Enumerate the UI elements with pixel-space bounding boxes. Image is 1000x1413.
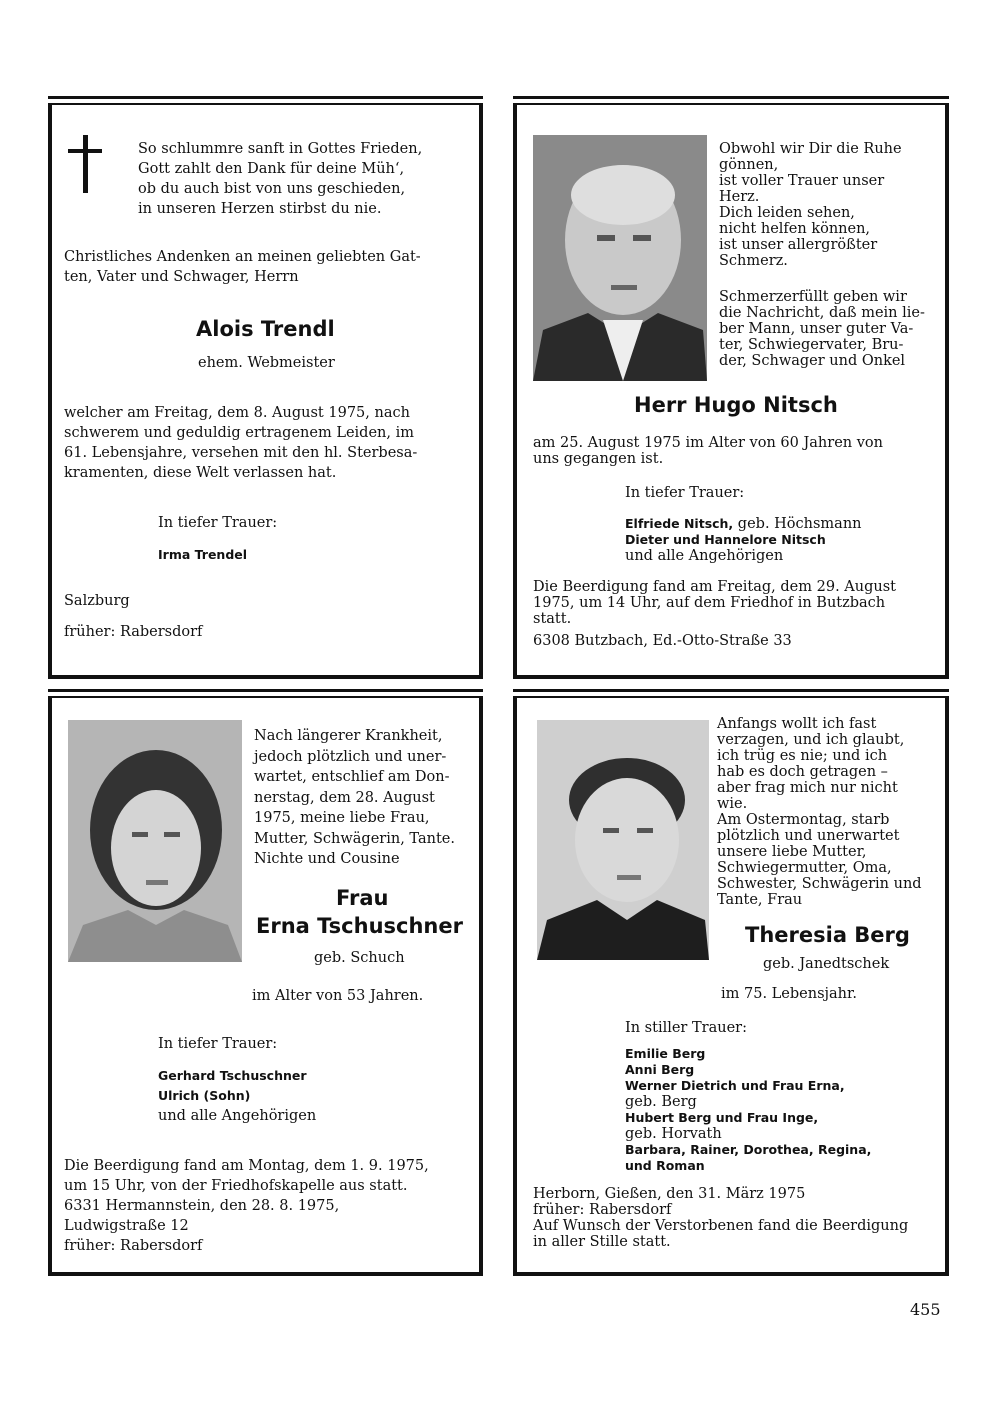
closing-info bbox=[533, 1186, 943, 1250]
verse-line: Tante, Frau bbox=[717, 892, 803, 908]
body-line: schwerem und geduldig ertragenem Leiden, im bbox=[64, 425, 414, 441]
deceased-title: ehem. Webmeister bbox=[198, 355, 335, 371]
intro-line: ten, Vater und Schwager, Herrn bbox=[64, 269, 299, 285]
mourner-birth-name: geb. Höchsmann bbox=[733, 516, 862, 532]
intro-line: die Nachricht, daß mein lie- bbox=[719, 305, 925, 321]
relatives: und alle Angehörigen bbox=[625, 548, 784, 564]
intro-line: ter, Schwiegervater, Bru- bbox=[719, 337, 904, 353]
verse-line: Am Ostermontag, starb bbox=[717, 812, 890, 828]
verse-line: aber frag mich nur nicht bbox=[717, 780, 898, 796]
deceased-name: Herr Hugo Nitsch bbox=[634, 393, 838, 417]
body-line: uns gegangen ist. bbox=[533, 451, 664, 467]
intro-line: ber Mann, unser guter Va- bbox=[719, 321, 914, 337]
verse-line: plötzlich und unerwartet bbox=[717, 828, 900, 844]
deceased-name-prefix: Frau bbox=[336, 886, 389, 910]
deceased-name: Erna Tschuschner bbox=[256, 914, 463, 938]
verse-line: verzagen, und ich glaubt, bbox=[717, 732, 905, 748]
mourner-name: Hubert Berg und Frau Inge, bbox=[625, 1110, 819, 1125]
obituary-hugo-nitsch bbox=[513, 105, 949, 679]
mourner-name: und Roman bbox=[625, 1158, 705, 1173]
birth-name: geb. Janedtschek bbox=[763, 956, 890, 972]
verse-line: unsere liebe Mutter, bbox=[717, 844, 867, 860]
verse-line: Gott zahlt den Dank für deine Müh‘, bbox=[138, 161, 405, 177]
former-residence: früher: Rabersdorf bbox=[64, 1238, 203, 1254]
verse-line: ob du auch bist von uns geschieden, bbox=[138, 181, 406, 197]
verse-line: nicht helfen können, bbox=[719, 221, 871, 237]
verse-line: Schmerz. bbox=[719, 253, 788, 269]
mourner-birth-name: geb. Horvath bbox=[625, 1126, 722, 1142]
intro bbox=[719, 289, 939, 369]
mourning-label: In stiller Trauer: bbox=[625, 1020, 747, 1036]
verse-line: Schwester, Schwägerin und bbox=[717, 876, 922, 892]
address: 6308 Butzbach, Ed.-Otto-Straße 33 bbox=[533, 633, 792, 649]
body-line: welcher am Freitag, dem 8. August 1975, nach bbox=[64, 405, 410, 421]
mourning-label: In tiefer Trauer: bbox=[158, 1036, 278, 1052]
closing-line: in aller Stille statt. bbox=[533, 1234, 671, 1250]
portrait-photo bbox=[68, 720, 242, 962]
verse-line: Herz. bbox=[719, 189, 760, 205]
place: Salzburg bbox=[64, 593, 130, 609]
funeral-line: um 15 Uhr, von der Friedhofskapelle aus statt. bbox=[64, 1178, 408, 1194]
verse-line: Anfangs wollt ich fast bbox=[717, 716, 877, 732]
intro-line: Schmerzerfüllt geben wir bbox=[719, 289, 907, 305]
portrait-photo bbox=[533, 135, 707, 381]
verse bbox=[717, 716, 939, 908]
mourner-name: Anni Berg bbox=[625, 1062, 695, 1077]
mourner-line bbox=[625, 513, 935, 532]
verse-line: Obwohl wir Dir die Ruhe bbox=[719, 141, 902, 157]
mourner-name: Ulrich (Sohn) bbox=[158, 1088, 251, 1103]
obituary-erna-tschuschner bbox=[48, 698, 483, 1276]
page-number: 455 bbox=[910, 1300, 941, 1319]
mourner-name: Gerhard Tschuschner bbox=[158, 1068, 307, 1083]
verse bbox=[254, 726, 474, 870]
verse-line: So schlummre sanft in Gottes Frieden, bbox=[138, 141, 423, 157]
mourner-name: Werner Dietrich und Frau Erna, bbox=[625, 1078, 845, 1093]
address-line: Ludwigstraße 12 bbox=[64, 1218, 189, 1234]
obituary-theresia-berg bbox=[513, 698, 949, 1276]
portrait-photo bbox=[537, 720, 709, 960]
verse-line: 1975, meine liebe Frau, bbox=[254, 810, 430, 826]
verse-line: ich trüg es nie; und ich bbox=[717, 748, 888, 764]
verse-line: nerstag, dem 28. August bbox=[254, 789, 435, 806]
funeral-line: Die Beerdigung fand am Montag, dem 1. 9. 1975, bbox=[64, 1158, 429, 1174]
verse-line: in unseren Herzen stirbst du nie. bbox=[138, 201, 382, 217]
mourners bbox=[625, 513, 935, 564]
relatives: und alle Angehörigen bbox=[158, 1108, 317, 1124]
address-line: 6331 Hermannstein, den 28. 8. 1975, bbox=[64, 1198, 340, 1214]
cross-icon bbox=[66, 135, 106, 195]
verse-line: gönnen, bbox=[719, 157, 779, 173]
verse bbox=[138, 139, 478, 219]
mourners bbox=[625, 1046, 940, 1174]
mourner-name: Dieter und Hannelore Nitsch bbox=[625, 532, 826, 547]
age: im 75. Lebensjahr. bbox=[721, 986, 857, 1002]
mourning-label: In tiefer Trauer: bbox=[625, 485, 745, 501]
verse-line: Nichte und Cousine bbox=[254, 851, 400, 867]
age: im Alter von 53 Jahren. bbox=[252, 988, 424, 1004]
funeral-info bbox=[64, 1156, 474, 1256]
body-text bbox=[64, 403, 469, 483]
birth-name: geb. Schuch bbox=[314, 950, 405, 966]
mourner-name: Elfriede Nitsch, bbox=[625, 516, 734, 531]
place-date: Herborn, Gießen, den 31. März 1975 bbox=[533, 1186, 806, 1202]
verse-line: jedoch plötzlich und uner- bbox=[254, 748, 447, 765]
funeral-line: Die Beerdigung fand am Freitag, dem 29. August bbox=[533, 579, 896, 595]
mourner-birth-name: geb. Berg bbox=[625, 1094, 697, 1110]
intro bbox=[64, 247, 469, 287]
deceased-name: Theresia Berg bbox=[745, 923, 910, 947]
funeral-line: 1975, um 14 Uhr, auf dem Friedhof in Butzbach bbox=[533, 595, 886, 611]
mourner-name: Emilie Berg bbox=[625, 1046, 706, 1061]
former-residence: früher: Rabersdorf bbox=[64, 624, 203, 640]
mourner-name: Barbara, Rainer, Dorothea, Regina, bbox=[625, 1142, 872, 1157]
former-residence: früher: Rabersdorf bbox=[533, 1202, 672, 1218]
verse-line: Schwiegermutter, Oma, bbox=[717, 860, 892, 876]
body-text bbox=[533, 435, 943, 467]
verse-line: ist voller Trauer unser bbox=[719, 173, 885, 189]
mourning-label: In tiefer Trauer: bbox=[158, 515, 278, 531]
deceased-name: Alois Trendl bbox=[196, 317, 335, 341]
intro-line: der, Schwager und Onkel bbox=[719, 353, 906, 369]
closing-line: Auf Wunsch der Verstorbenen fand die Beerdigung bbox=[533, 1218, 909, 1234]
verse-line: wartet, entschlief am Don- bbox=[254, 769, 450, 785]
funeral-line: statt. bbox=[533, 611, 572, 627]
intro-line: Christliches Andenken an meinen geliebten Gat- bbox=[64, 249, 421, 265]
body-line: am 25. August 1975 im Alter von 60 Jahren von bbox=[533, 435, 883, 451]
obituary-alois-trendl bbox=[48, 105, 483, 679]
body-line: 61. Lebensjahre, versehen mit den hl. Sterbesa- bbox=[64, 445, 418, 461]
verse-line: Mutter, Schwägerin, Tante. bbox=[254, 830, 455, 847]
verse bbox=[719, 141, 939, 269]
verse-line: wie. bbox=[717, 796, 748, 812]
verse-line: hab es doch getragen – bbox=[717, 764, 888, 780]
mourner-name: Irma Trendel bbox=[158, 547, 248, 562]
verse-line: ist unser allergrößter bbox=[719, 237, 878, 253]
verse-line: Nach längerer Krankheit, bbox=[254, 728, 443, 744]
verse-line: Dich leiden sehen, bbox=[719, 205, 855, 221]
funeral-info bbox=[533, 579, 943, 627]
body-line: kramenten, diese Welt verlassen hat. bbox=[64, 465, 337, 481]
mourners bbox=[158, 1066, 458, 1126]
